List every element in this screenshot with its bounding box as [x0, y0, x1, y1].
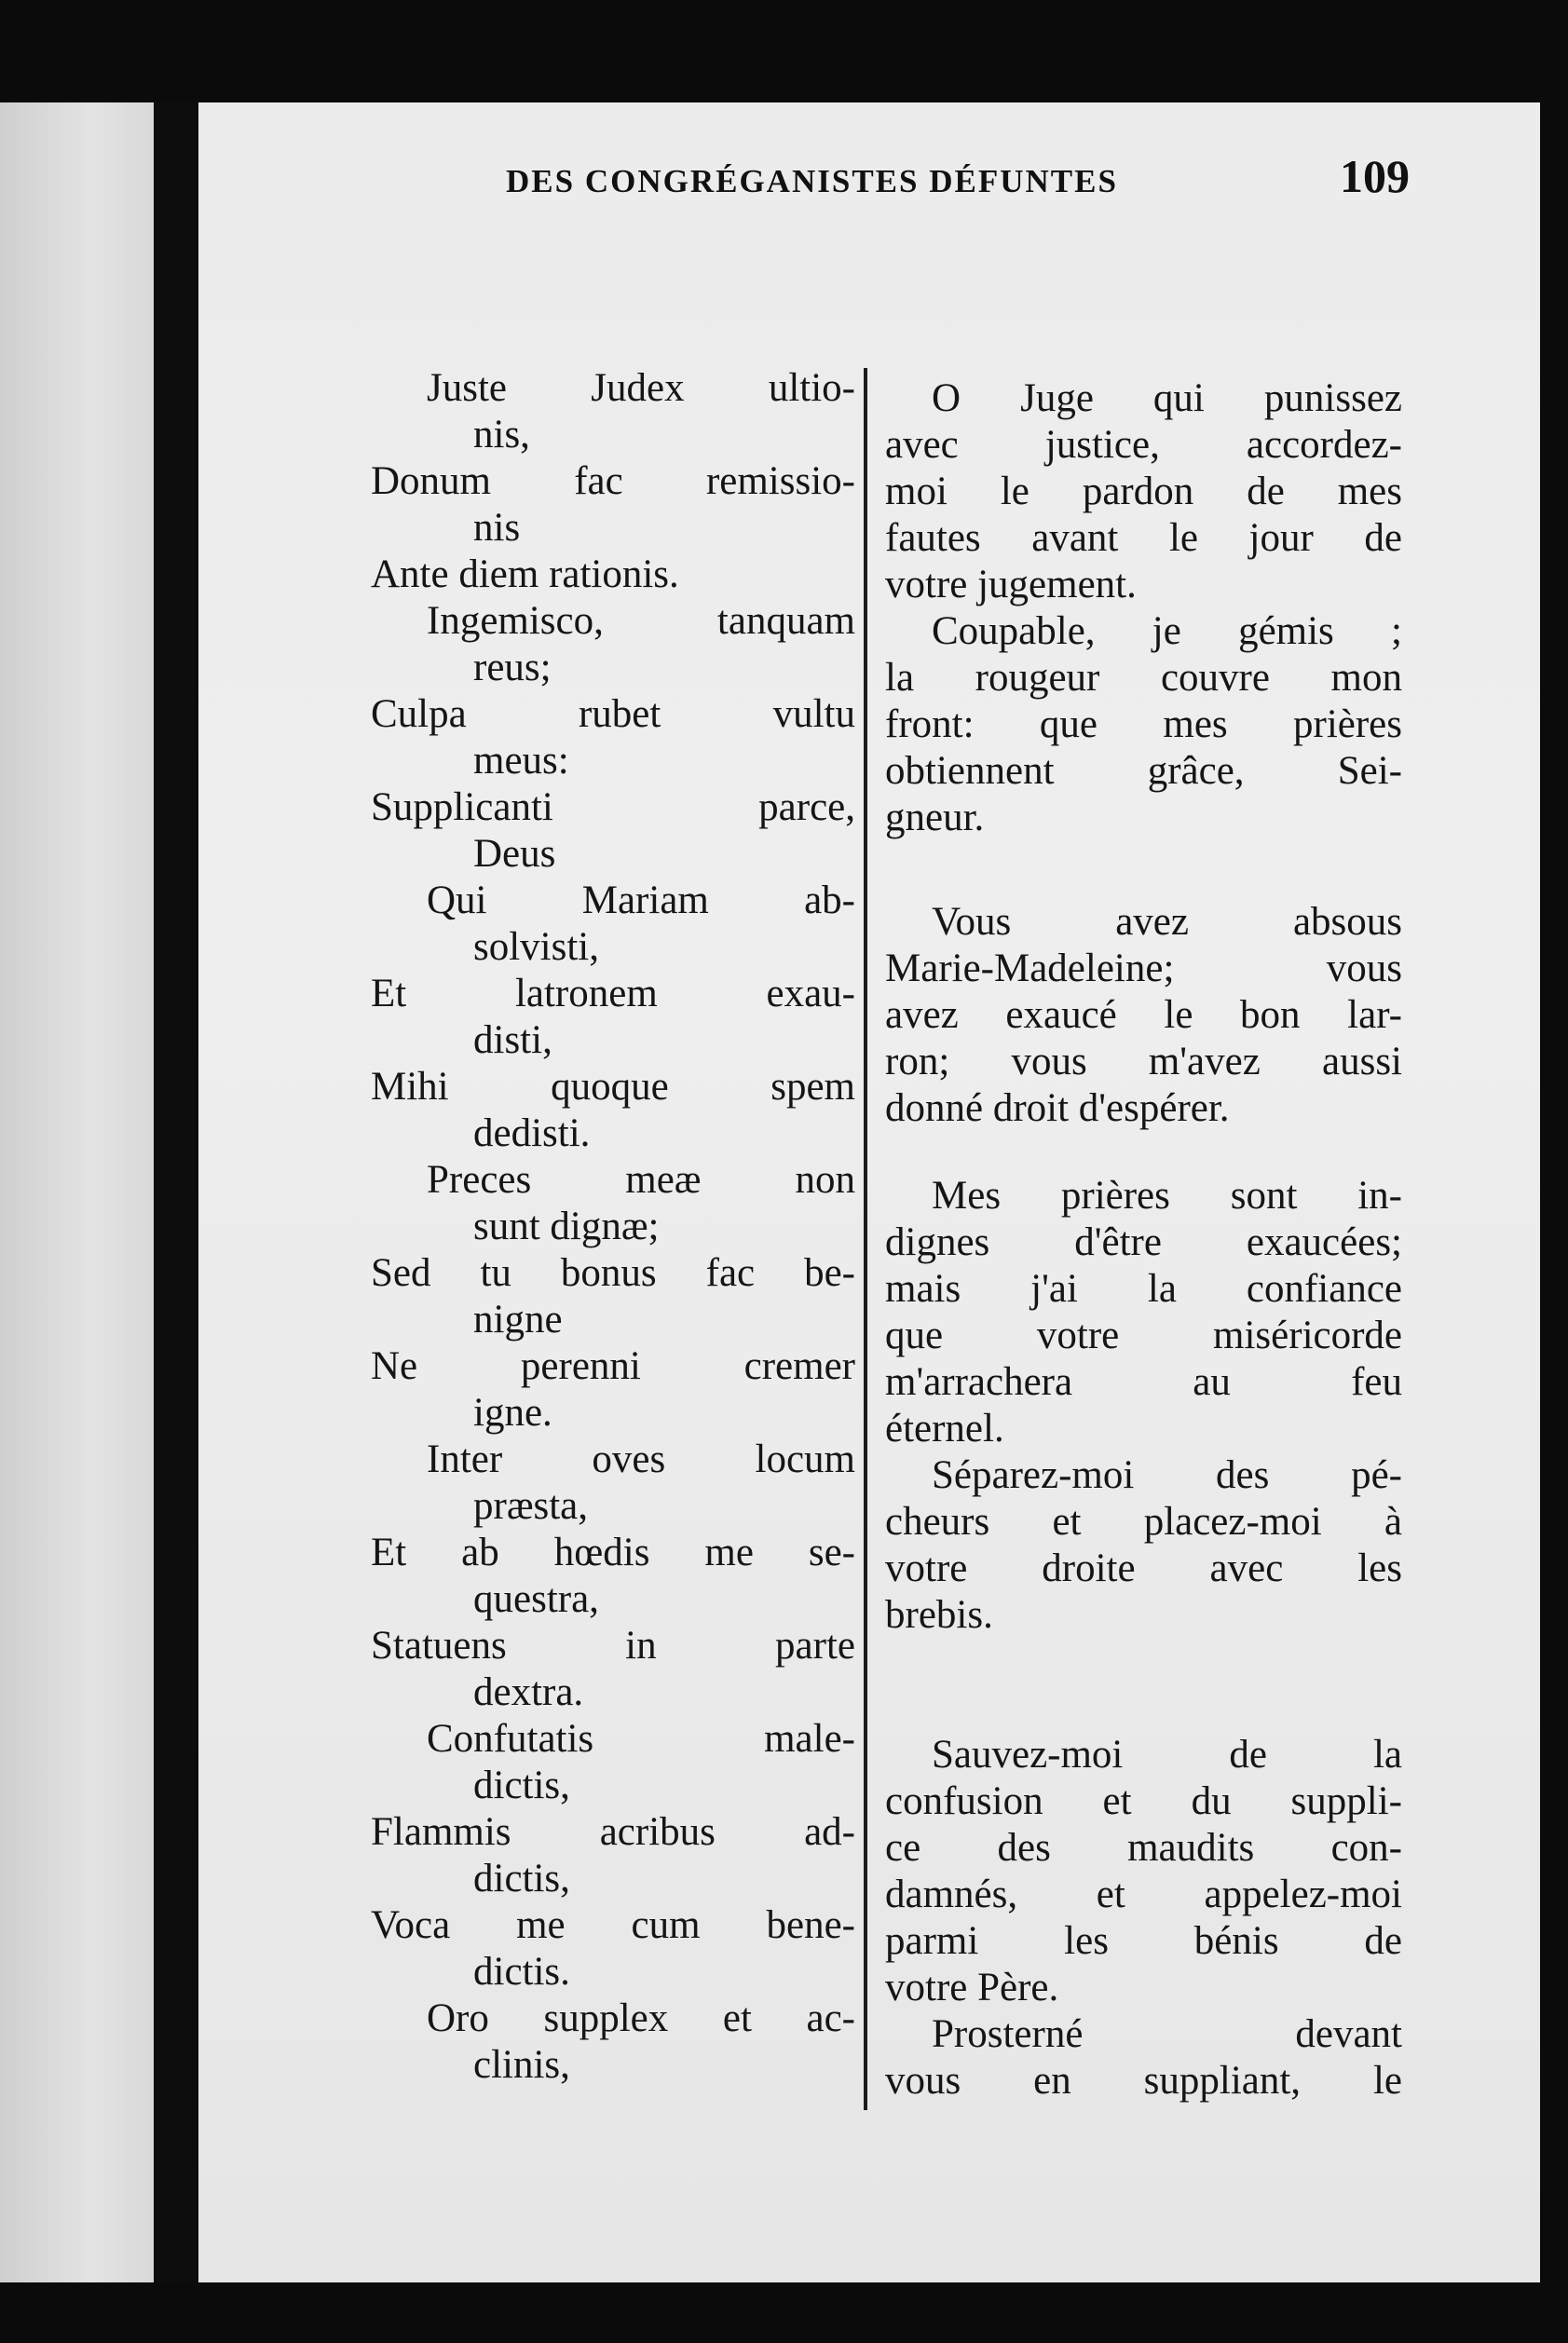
french-line: O Juge qui punissez: [932, 376, 1402, 420]
french-column: [885, 375, 1402, 2105]
latin-line: [371, 1809, 855, 1902]
latin-line-text: Sed tu bonus fac be-: [371, 1251, 855, 1295]
latin-line-text: solvisti,: [473, 925, 600, 969]
french-line: avez exaucé le bon lar-: [885, 993, 1402, 1037]
latin-line: [371, 365, 855, 458]
latin-line: [371, 1064, 855, 1157]
latin-line-text: Ante diem rationis.: [371, 552, 679, 596]
french-line: confusion et du suppli-: [885, 1779, 1402, 1823]
french-line: Marie-Madeleine; vous: [885, 947, 1402, 990]
french-line: Séparez-moi des pé-: [932, 1453, 1402, 1497]
french-line: que votre miséricorde: [885, 1314, 1402, 1357]
french-line: vous en suppliant, le: [885, 2059, 1402, 2103]
french-paragraph: [885, 375, 1402, 608]
latin-line: [371, 1437, 855, 1530]
page-number: 109: [1340, 150, 1410, 202]
latin-line-text: Voca me cum bene-: [371, 1903, 855, 1947]
latin-line: [371, 1250, 855, 1343]
running-head: [506, 149, 1410, 214]
latin-line-text: Preces meæ non: [427, 1158, 855, 1202]
latin-line-text: meus:: [473, 739, 569, 783]
latin-line-text: Et latronem exau-: [371, 972, 855, 1015]
french-line: éternel.: [885, 1407, 1004, 1451]
latin-line-text: dictis,: [473, 1764, 570, 1807]
french-line: Mes prières sont in-: [932, 1174, 1402, 1218]
latin-line-text: Juste Judex ultio-: [427, 366, 855, 410]
latin-line-text: Flammis acribus ad-: [371, 1810, 855, 1854]
latin-line: [371, 1996, 855, 2089]
french-paragraph: [885, 1173, 1402, 1452]
french-line: Coupable, je gémis ;: [932, 609, 1402, 653]
latin-line: [371, 1157, 855, 1250]
french-line: cheurs et placez-moi à: [885, 1500, 1402, 1544]
french-line: ron; vous m'avez aussi: [885, 1040, 1402, 1083]
latin-line-text: Culpa rubet vultu: [371, 692, 855, 736]
latin-line-text: Ne perenni cremer: [371, 1344, 855, 1388]
french-line: mais j'ai la confiance: [885, 1267, 1402, 1311]
latin-line: [371, 1623, 855, 1716]
latin-line-text: disti,: [473, 1018, 552, 1062]
french-line: brebis.: [885, 1593, 993, 1637]
french-line: front: que mes prières: [885, 702, 1402, 746]
latin-line-text: Oro supplex et ac-: [427, 1996, 855, 2040]
latin-line: [371, 1530, 855, 1623]
latin-line: [371, 598, 855, 691]
latin-line-text: nigne: [473, 1298, 563, 1342]
latin-line-text: igne.: [473, 1391, 552, 1435]
french-line: la rougeur couvre mon: [885, 656, 1402, 700]
french-line: m'arrachera au feu: [885, 1360, 1402, 1404]
latin-column: [371, 365, 855, 2089]
french-line: parmi les bénis de: [885, 1919, 1402, 1963]
latin-line-text: Inter oves locum: [427, 1437, 855, 1481]
french-paragraph: [885, 608, 1402, 841]
french-line: damnés, et appelez-moi: [885, 1873, 1402, 1916]
latin-line-text: reus;: [473, 646, 552, 689]
latin-line-text: dextra.: [473, 1670, 584, 1714]
french-paragraph: [885, 1452, 1402, 1639]
latin-line: [371, 1343, 855, 1437]
latin-line: [371, 691, 855, 784]
french-line: Sauvez-moi de la: [932, 1733, 1402, 1777]
french-line: fautes avant le jour de: [885, 516, 1402, 560]
latin-line: [371, 1902, 855, 1996]
latin-line-text: nis: [473, 506, 521, 550]
latin-line-text: dictis.: [473, 1950, 570, 1994]
latin-line-text: Ingemisco, tanquam: [427, 599, 855, 643]
french-line: votre jugement.: [885, 563, 1137, 606]
french-line: Vous avez absous: [932, 900, 1402, 944]
french-line: gneur.: [885, 796, 985, 839]
french-line: obtiennent grâce, Sei-: [885, 749, 1402, 793]
running-head-title: DES CONGRÉGANISTES DÉFUNTES: [506, 163, 1118, 199]
latin-line: [371, 1716, 855, 1809]
book-gutter: [154, 102, 198, 2282]
french-line: votre droite avec les: [885, 1546, 1402, 1590]
french-line: votre Père.: [885, 1966, 1059, 2009]
french-paragraph: [885, 899, 1402, 1132]
french-line: donné droit d'espérer.: [885, 1086, 1230, 1130]
latin-line-text: questra,: [473, 1577, 599, 1621]
latin-line: [371, 552, 855, 598]
french-line: ce des maudits con-: [885, 1826, 1402, 1870]
latin-line-text: Statuens in parte: [371, 1624, 855, 1668]
latin-line-text: clinis,: [473, 2043, 570, 2087]
latin-line: [371, 458, 855, 552]
latin-line-text: Qui Mariam ab-: [427, 879, 855, 922]
french-paragraph: [885, 2011, 1402, 2105]
latin-line-text: præsta,: [473, 1484, 589, 1528]
latin-line-text: dictis,: [473, 1857, 570, 1900]
latin-line-text: sunt dignæ;: [473, 1205, 660, 1248]
latin-line-text: Et ab hœdis me se-: [371, 1531, 855, 1574]
latin-line-text: dedisti.: [473, 1111, 591, 1155]
adjacent-page-edge: [0, 102, 154, 2282]
latin-line-text: Mihi quoque spem: [371, 1065, 855, 1109]
latin-line-text: nis,: [473, 413, 530, 456]
latin-line: [371, 878, 855, 971]
latin-line: [371, 971, 855, 1064]
french-line: Prosterné devant: [932, 2012, 1402, 2056]
french-line: dignes d'être exaucées;: [885, 1220, 1402, 1264]
latin-line-text: Donum fac remissio-: [371, 459, 855, 503]
latin-line: [371, 784, 855, 878]
french-paragraph: [885, 1732, 1402, 2011]
latin-line-text: Confutatis male-: [427, 1717, 855, 1761]
latin-line-text: Deus: [473, 832, 556, 876]
latin-line-text: Supplicanti parce,: [371, 785, 855, 829]
column-divider: [864, 368, 867, 2110]
french-line: moi le pardon de mes: [885, 470, 1402, 513]
french-line: avec justice, accordez-: [885, 423, 1402, 467]
